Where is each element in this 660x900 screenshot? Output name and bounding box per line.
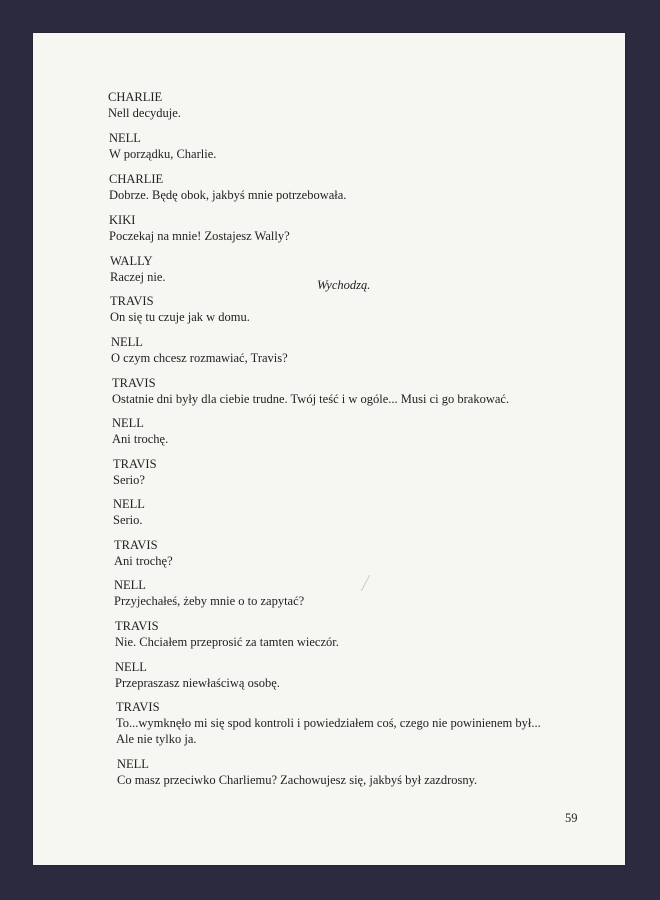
speaker-name: TRAVIS xyxy=(115,619,159,633)
dialogue-line: Ani trochę? xyxy=(114,554,173,568)
dialogue-line: Przepraszasz niewłaściwą osobę. xyxy=(115,676,280,690)
speaker-name: NELL xyxy=(113,497,145,511)
speaker-name: NELL xyxy=(115,660,147,674)
speaker-name: CHARLIE xyxy=(108,90,163,104)
dialogue-line: Ale nie tylko ja. xyxy=(116,732,197,746)
dialogue-line: Co masz przeciwko Charliemu? Zachowujesz się, jakbyś był zazdrosny. xyxy=(117,773,478,787)
speaker-name: WALLY xyxy=(110,254,153,268)
speaker-name: TRAVIS xyxy=(113,457,157,471)
dialogue-line: To...wymknęło mi się spod kontroli i powiedziałem coś, czego nie powinienem był... xyxy=(116,716,541,730)
dialogue-line: Nell decyduje. xyxy=(108,106,181,120)
dialogue-line: On się tu czuje jak w domu. xyxy=(110,310,250,324)
speaker-name: NELL xyxy=(117,757,149,771)
speaker-name: NELL xyxy=(112,416,144,430)
speaker-name: TRAVIS xyxy=(116,700,160,714)
speaker-name: TRAVIS xyxy=(110,294,154,308)
speaker-name: TRAVIS xyxy=(114,538,158,552)
speaker-name: TRAVIS xyxy=(112,376,156,390)
dialogue-line: O czym chcesz rozmawiać, Travis? xyxy=(111,351,288,365)
speaker-name: NELL xyxy=(111,335,143,349)
dialogue-line: Przyjechałeś, żeby mnie o to zapytać? xyxy=(114,594,305,608)
speaker-name: NELL xyxy=(114,578,146,592)
dialogue-line: Poczekaj na mnie! Zostajesz Wally? xyxy=(109,229,290,243)
page-number: 59 xyxy=(565,811,578,825)
stage-direction: Wychodzą. xyxy=(317,278,371,292)
dialogue-line: Nie. Chciałem przeprosić za tamten wieczór. xyxy=(115,635,339,649)
speaker-name: KIKI xyxy=(109,213,136,227)
dialogue-line: W porządku, Charlie. xyxy=(109,147,217,161)
dialogue-line: Ani trochę. xyxy=(112,432,169,446)
speaker-name: CHARLIE xyxy=(109,172,164,186)
speaker-name: NELL xyxy=(109,131,141,145)
dialogue-line: Serio? xyxy=(113,473,145,487)
dialogue-line: Ostatnie dni były dla ciebie trudne. Twój teść i w ogóle... Musi ci go brakować. xyxy=(112,392,510,406)
dialogue-line: Serio. xyxy=(113,513,143,527)
dialogue-line: Raczej nie. xyxy=(110,270,166,284)
dialogue-line: Dobrze. Będę obok, jakbyś mnie potrzebowała. xyxy=(109,188,347,202)
